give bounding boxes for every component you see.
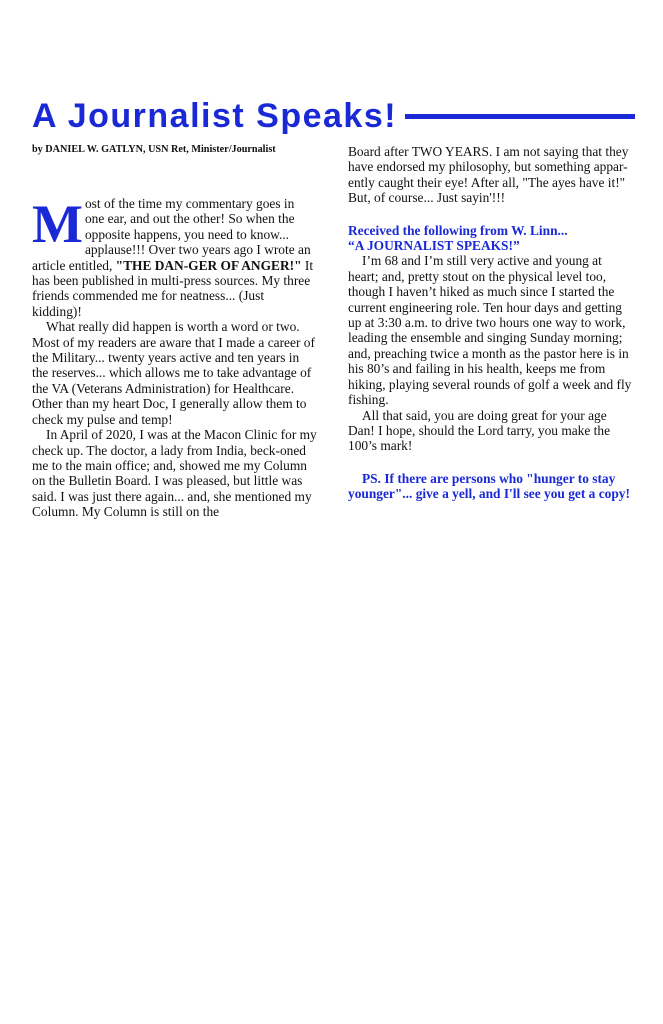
paragraph-1-text-b: It has been published in multi-press sources. My three friends commended me for neatness... (Just kidding)!	[32, 257, 314, 319]
left-column	[32, 144, 317, 520]
received-heading	[348, 223, 633, 254]
paragraph-4: Board after TWO YEARS. I am not saying that they have endorsed my philosophy, but something appar-ently caught their eye! After all, "The ayes have it!" But, of course... Just sayin'!!!	[348, 144, 629, 206]
postscript: PS. If there are persons who "hunger to stay younger"... give a yell, and I'll see you get a copy!	[348, 470, 630, 502]
title-rule	[405, 114, 635, 119]
paragraph-3: In April of 2020, I was at the Macon Clinic for my check up. The doctor, a lady from India, beck-oned me to the main office; and, showed me my Column on the Bulletin Board. I was pleased, but little was said. I was just there again... and, she mentioned my Column. My Column is still on the	[32, 427, 317, 520]
right-column	[348, 144, 633, 502]
byline: by DANIEL W. GATLYN, USN Ret, Minister/Journalist	[32, 144, 276, 155]
article-reference: "THE DAN-GER OF ANGER!"	[115, 257, 302, 273]
paragraph-1-text-a: ost of the time my commentary goes in one ear, and out the other! So when the opposite happens, you need to know... applause!!! Over two years ago I wrote an article entitled,	[32, 196, 311, 273]
article-title: A Journalist Speaks!	[32, 97, 398, 135]
received-heading-line-1: Received the following from W. Linn...	[348, 222, 568, 238]
paragraph-6: All that said, you are doing great for your age Dan! I hope, should the Lord tarry, you make the 100’s mark!	[348, 407, 611, 454]
paragraph-2: What really did happen is worth a word or two. Most of my readers are aware that I made a career of the Military... twenty years active and ten years in the reserves... which allows me to take advantage of the VA (Veterans Administration) for Healthcare. Other than my heart Doc, I generally allow them to check my pulse and temp!	[32, 319, 315, 427]
paragraph-1	[32, 168, 317, 319]
title-row	[32, 96, 636, 136]
received-heading-line-2: “A JOURNALIST SPEAKS!”	[348, 238, 520, 254]
paragraph-5: I’m 68 and I’m still very active and young at heart; and, pretty stout on the physical level too, though I haven’t hiked as much since I started the current engineering role. Ten hour days and getting up at 3:30 a.m. to drive two hours one way to work, leading the ensemble and singing Sunday morning; and, preaching twice a month as the pastor here is in his 80’s and failing in his health, keeps me from hiking, playing several rounds of golf a week and fly fishing.	[348, 253, 632, 408]
drop-cap: M	[32, 194, 83, 254]
